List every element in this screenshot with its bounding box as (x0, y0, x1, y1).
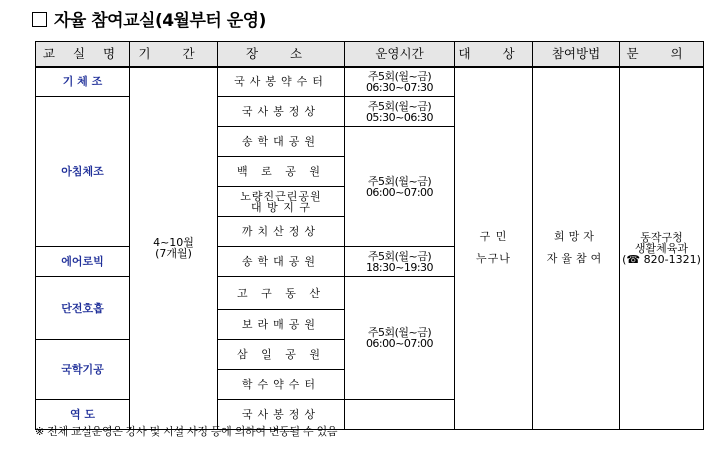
time-hours: 18:30~19:30 (365, 260, 434, 274)
inquiry-office: 동작구청 (640, 230, 683, 244)
method-cell (533, 67, 620, 430)
place-cell: 국사봉정상 (218, 97, 345, 127)
method-line-2: 자율참여 (546, 252, 606, 266)
place-cell: 보라매공원 (218, 310, 345, 340)
place-cell: 국사봉약수터 (218, 67, 345, 97)
time-days: 주5회(월~금) (367, 249, 432, 263)
place-line-1: 노량진근린공원 (240, 189, 322, 203)
place-cell: 학수약수터 (218, 370, 345, 400)
header-time: 운영시간 (345, 42, 455, 67)
time-hours: 05:30~06:30 (365, 110, 434, 124)
place-cell: 송학대공원 (218, 127, 345, 157)
inquiry-cell (620, 67, 704, 430)
place-cell: 삼 일 공 원 (218, 340, 345, 370)
place-cell: 국사봉정상 (218, 400, 345, 430)
header-period: 기 간 (130, 42, 218, 67)
header-method: 참여방법 (533, 42, 620, 67)
place-line-2: 대 방 지 구 (251, 200, 311, 214)
class-name-cell: 역 도 (36, 400, 130, 430)
header-place: 장 소 (218, 42, 345, 67)
place-cell (218, 187, 345, 217)
target-cell (455, 67, 533, 430)
inquiry-department: 생활체육과 (634, 241, 689, 255)
time-days: 주5회(월~금) (367, 326, 432, 339)
time-hours: 06:00~07:00 (365, 337, 434, 350)
time-cell (345, 277, 455, 400)
time-cell (345, 67, 455, 97)
place-cell: 백 로 공 원 (218, 157, 345, 187)
class-name-cell: 국학기공 (36, 340, 130, 400)
time-days: 주5회(월~금) (367, 174, 432, 188)
time-cell-empty (345, 400, 455, 430)
method-line-1: 희망자 (554, 230, 598, 244)
header-row (36, 42, 704, 67)
time-days: 주5회(월~금) (367, 69, 432, 83)
time-cell (345, 97, 455, 127)
time-days: 주5회(월~금) (367, 99, 432, 113)
place-cell: 송학대공원 (218, 247, 345, 277)
class-name-cell: 아침체조 (36, 97, 130, 247)
footnote: ※ 전체 교실운영은 강사 및 시설 사정 등에 의하여 변동될 수 있음 (35, 425, 338, 438)
period-months: 4~10월 (153, 236, 194, 250)
target-line-1: 구 민 (479, 230, 508, 244)
time-cell (345, 247, 455, 277)
place-cell: 고 구 동 산 (218, 277, 345, 310)
schedule-table (35, 41, 704, 430)
checkbox-square-icon (32, 12, 47, 27)
title-text: 자율 참여교실(4월부터 운영) (54, 11, 266, 31)
time-cell (345, 127, 455, 247)
period-cell (130, 67, 218, 430)
time-hours: 06:30~07:30 (365, 80, 434, 94)
header-target: 대 상 (455, 42, 533, 67)
time-hours: 06:00~07:00 (365, 185, 434, 199)
period-duration: (7개월) (155, 247, 192, 261)
inquiry-phone: (☎ 820-1321) (622, 252, 701, 266)
header-inquiry: 문 의 (620, 42, 704, 67)
header-class: 교 실 명 (36, 42, 130, 67)
class-name-cell: 에어로빅 (36, 247, 130, 277)
table-row (36, 67, 704, 97)
class-name-cell: 기 체 조 (36, 67, 130, 97)
class-name-cell: 단전호흡 (36, 277, 130, 340)
place-cell: 까치산정상 (218, 217, 345, 247)
page-title (32, 6, 266, 31)
target-line-2: 누구나 (476, 252, 511, 266)
